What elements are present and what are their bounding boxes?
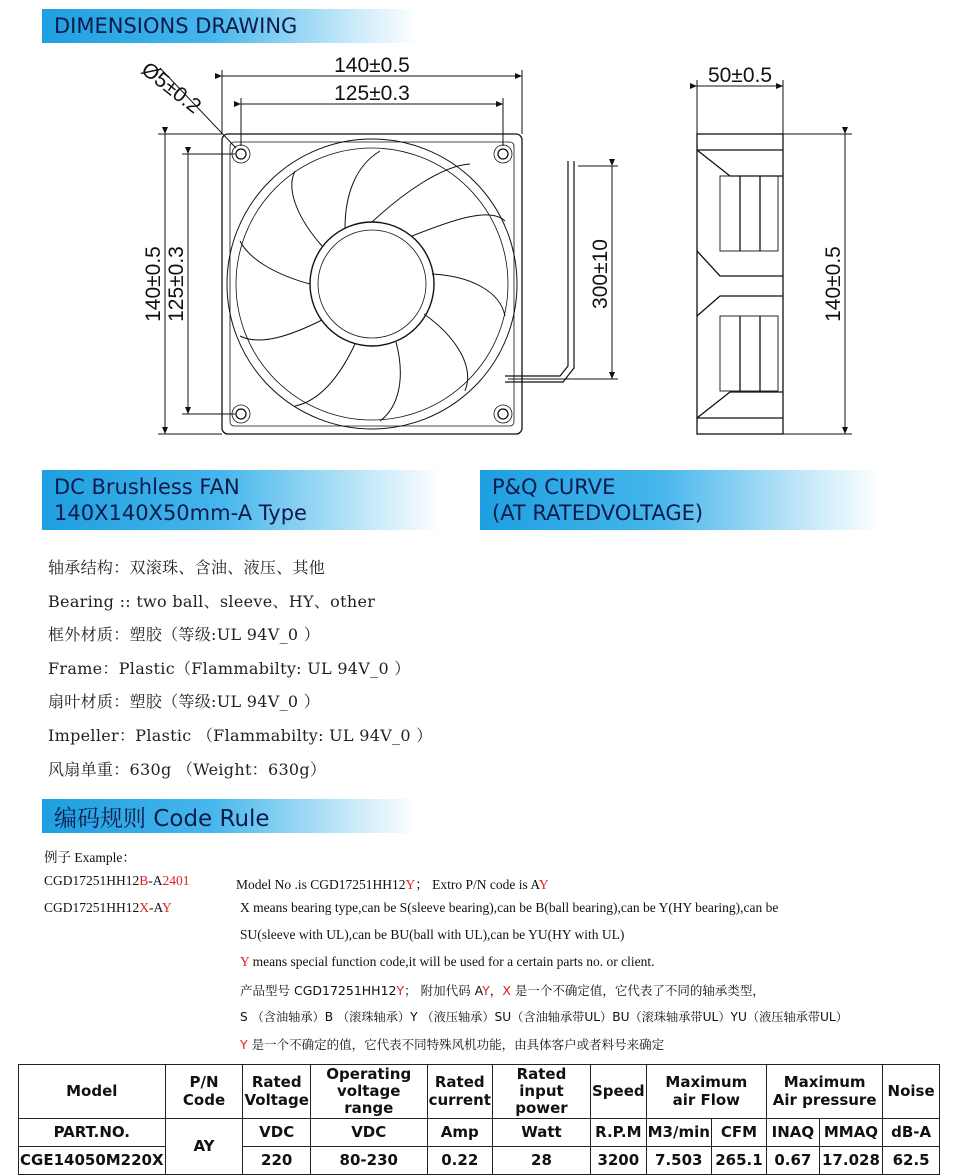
spec-impeller-cn: 扇叶材质：塑胶（等级:UL 94V_0 ） <box>48 692 321 711</box>
header-pn-code: P/N Code <box>165 1065 243 1119</box>
value-mmaq: 17.028 <box>819 1147 883 1175</box>
fan-side-view <box>697 134 783 434</box>
value-range: 80-230 <box>310 1147 427 1175</box>
model-description: Model No .is CGD17251HH12Y； Extro P/N code is AY <box>236 877 549 892</box>
fan-type-line2: 140X140X50mm-A Type <box>54 501 307 525</box>
code-rule-banner <box>42 799 417 833</box>
dimensions-drawing <box>0 46 960 466</box>
value-noise: 62.5 <box>883 1147 940 1175</box>
value-voltage: 220 <box>243 1147 310 1175</box>
header-speed: Speed <box>591 1065 647 1119</box>
spec-bearing-en: Bearing :: two ball、sleeve、HY、other <box>48 592 376 611</box>
spec-frame-cn: 框外材质：塑胶（等级:UL 94V_0 ） <box>48 625 321 644</box>
value-inaq: 0.67 <box>767 1147 820 1175</box>
x-meaning-line1: X means bearing type,can be S(sleeve bearing),can be B(ball bearing),can be Y(HY bearing),can be <box>240 900 779 915</box>
pn-code-value: AY <box>165 1119 243 1175</box>
spec-weight: 风扇单重：630g （Weight：630g） <box>48 760 327 779</box>
spec-bearing-cn: 轴承结构：双滚珠、含油、液压、其他 <box>48 558 326 577</box>
header-rated-power: Rated input power <box>492 1065 590 1119</box>
pq-line1: P&Q CURVE <box>492 475 616 499</box>
value-m3min: 7.503 <box>646 1147 711 1175</box>
cn-model-line: 产品型号 CGD17251HH12Y； 附加代码 AY，X 是一个不确定值，它代表了不同的轴承类型， <box>240 983 765 998</box>
cn-y-meaning: Y 是一个不确定的值，它代表不同特殊风机功能，由具体客户或者料号来确定 <box>240 1037 665 1052</box>
dimensions-banner <box>42 9 417 43</box>
spec-frame-en: Frame：Plastic（Flammabilty: UL 94V_0 ） <box>48 659 411 678</box>
value-model: CGE14050M220X <box>19 1147 166 1175</box>
header-noise: Noise <box>883 1065 940 1119</box>
header-rated-current: Rated current <box>427 1065 492 1119</box>
unit-part-no: PART.NO. <box>19 1119 166 1147</box>
cn-bearing-types: S （含油轴承）B （滚珠轴承）Y （液压轴承）SU（含油轴承带UL）BU（滚珠轴承带UL）YU（液压轴承带UL） <box>240 1010 848 1024</box>
dim-outer-height: 140±0.5 <box>142 246 165 322</box>
unit-vdc: VDC <box>243 1119 310 1147</box>
example-label: 例子 Example： <box>44 850 136 865</box>
x-meaning-line2: SU(sleeve with UL),can be BU(ball with UL),can be YU(HY with UL) <box>240 927 625 942</box>
spec-table <box>18 1064 940 1175</box>
dim-hole: Ø5±0.2 <box>136 57 206 119</box>
dim-inner-height: 125±0.3 <box>165 246 188 322</box>
unit-inaq: INAQ <box>767 1119 820 1147</box>
example-code-1: CGD17251HH12B-A2401 <box>44 873 190 888</box>
unit-mmaq: MMAQ <box>819 1119 883 1147</box>
unit-dba: dB-A <box>883 1119 940 1147</box>
dim-side-depth: 50±0.5 <box>707 64 773 87</box>
dim-side-height: 140±0.5 <box>822 246 845 322</box>
unit-m3min: M3/min <box>646 1119 711 1147</box>
y-meaning: Y means special function code,it will be used for a certain parts no. or client. <box>240 954 655 969</box>
dimensions-title: DIMENSIONS DRAWING <box>54 14 298 38</box>
pq-curve-banner <box>480 470 880 530</box>
value-current: 0.22 <box>427 1147 492 1175</box>
value-power: 28 <box>492 1147 590 1175</box>
fan-front-view <box>222 134 574 434</box>
table-unit-row <box>19 1119 940 1147</box>
table-row <box>19 1147 940 1175</box>
value-cfm: 265.1 <box>711 1147 766 1175</box>
unit-rpm: R.P.M <box>591 1119 647 1147</box>
pq-line2: (AT RATEDVOLTAGE) <box>492 501 704 525</box>
fan-type-banner <box>42 470 442 530</box>
example-code-2: CGD17251HH12X-AY <box>44 900 172 915</box>
header-model: Model <box>19 1065 166 1119</box>
value-speed: 3200 <box>591 1147 647 1175</box>
unit-cfm: CFM <box>711 1119 766 1147</box>
header-rated-voltage: Rated Voltage <box>243 1065 310 1119</box>
unit-amp: Amp <box>427 1119 492 1147</box>
code-rule-title: 编码规则 Code Rule <box>54 805 270 832</box>
unit-vdc-range: VDC <box>310 1119 427 1147</box>
spec-impeller-en: Impeller：Plastic （Flammabilty: UL 94V_0 ） <box>48 726 433 745</box>
fan-type-line1: DC Brushless FAN <box>54 475 240 499</box>
unit-watt: Watt <box>492 1119 590 1147</box>
header-operating-range: Operating voltage range <box>310 1065 427 1119</box>
dim-cable: 300±10 <box>589 239 612 309</box>
header-pressure: Maximum Air pressure <box>767 1065 883 1119</box>
table-header-row <box>19 1065 940 1119</box>
header-airflow: Maximum air Flow <box>646 1065 766 1119</box>
dim-outer-width: 140±0.5 <box>334 54 410 77</box>
dim-inner-width: 125±0.3 <box>334 82 410 105</box>
